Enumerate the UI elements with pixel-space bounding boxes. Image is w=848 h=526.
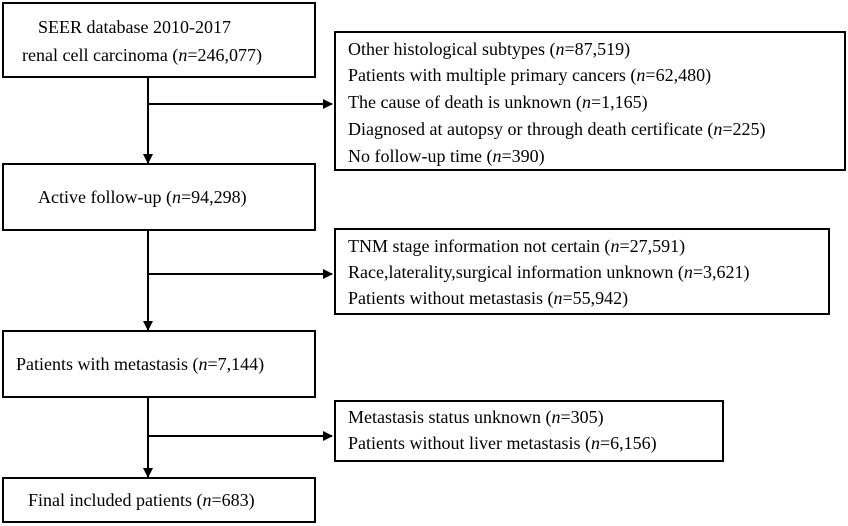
- exclusion-2-item-2-pre: Patients without metastasis (: [348, 288, 554, 308]
- exclusion-1-item-4: [348, 145, 545, 167]
- seer-line2: [22, 44, 262, 66]
- exclusion-1-item-3: [348, 118, 766, 140]
- final-count: =683): [211, 490, 255, 510]
- exclusion-1-item-1-n: n: [636, 65, 646, 85]
- exclusion-1-item-0-pre: Other histological subtypes (: [348, 39, 556, 59]
- exclusion-3-item-0-pre: Metastasis status unknown (: [348, 407, 552, 427]
- exclusion-2-item-1-count: =3,621): [692, 262, 750, 282]
- exclusion-1-item-3-count: =225): [722, 119, 766, 139]
- exclusion-2-item-0-n: n: [610, 236, 620, 256]
- exclusion-2-item-1-pre: Race,laterality,surgical information unknown (: [348, 262, 684, 282]
- exclusion-3-item-0-n: n: [551, 407, 561, 427]
- exclusion-1-item-1-pre: Patients with multiple primary cancers (: [348, 65, 637, 85]
- seer-count: =246,077): [187, 45, 263, 65]
- metastasis-count: =7,144): [207, 354, 265, 374]
- exclusion-2-item-0: [348, 235, 685, 257]
- final-n: n: [202, 490, 212, 510]
- seer-box: [2, 2, 316, 78]
- exclusion-1-item-2: [348, 91, 648, 113]
- active-n: n: [171, 187, 181, 207]
- exclusion-1-item-3-pre: Diagnosed at autopsy or through death certificate (: [348, 119, 714, 139]
- metastasis-pre: Patients with metastasis (: [16, 354, 199, 374]
- exclusion-2-item-0-count: =27,591): [619, 236, 686, 256]
- exclusion-2-item-1-n: n: [683, 262, 693, 282]
- exclusion-1-item-2-count: =1,165): [590, 92, 648, 112]
- seer-line1: [38, 16, 231, 38]
- exclusion-1-item-4-n: n: [492, 146, 502, 166]
- seer-line2-pre: renal cell carcinoma (: [22, 45, 179, 65]
- exclusion-1-item-0: [348, 38, 630, 60]
- exclusion-3-item-1-count: =6,156): [599, 433, 657, 453]
- metastasis-n: n: [198, 354, 208, 374]
- exclusion-3-item-0-count: =305): [560, 407, 604, 427]
- exclusion-1-item-1-count: =62,480): [645, 65, 712, 85]
- exclusion-1-item-2-pre: The cause of death is unknown (: [348, 92, 582, 112]
- exclusion-2-item-2-count: =55,942): [562, 288, 629, 308]
- active-followup-label: [38, 186, 247, 208]
- exclusion-1-item-0-n: n: [555, 39, 565, 59]
- exclusion-3-item-1: [348, 432, 657, 454]
- metastasis-label: [16, 353, 264, 375]
- active-count: =94,298): [180, 187, 247, 207]
- exclusion-1-item-2-n: n: [581, 92, 591, 112]
- final-pre: Final included patients (: [28, 490, 203, 510]
- seer-n: n: [178, 45, 188, 65]
- exclusion-2-item-1: [348, 261, 750, 283]
- exclusion-3-item-0: [348, 406, 604, 428]
- exclusion-1-item-4-pre: No follow-up time (: [348, 146, 493, 166]
- exclusion-2-item-2: [348, 287, 628, 309]
- seer-line1-text: SEER database 2010-2017: [38, 17, 231, 37]
- exclusion-2-item-2-n: n: [553, 288, 563, 308]
- exclusion-1-item-1: [348, 64, 711, 86]
- exclusion-2-item-0-pre: TNM stage information not certain (: [348, 236, 611, 256]
- exclusion-1-item-3-n: n: [713, 119, 723, 139]
- exclusion-1-item-0-count: =87,519): [564, 39, 631, 59]
- exclusion-3-item-1-n: n: [590, 433, 600, 453]
- exclusion-1-item-4-count: =390): [501, 146, 545, 166]
- active-pre: Active follow-up (: [38, 187, 172, 207]
- final-label: [28, 489, 255, 511]
- exclusion-3-item-1-pre: Patients without liver metastasis (: [348, 433, 591, 453]
